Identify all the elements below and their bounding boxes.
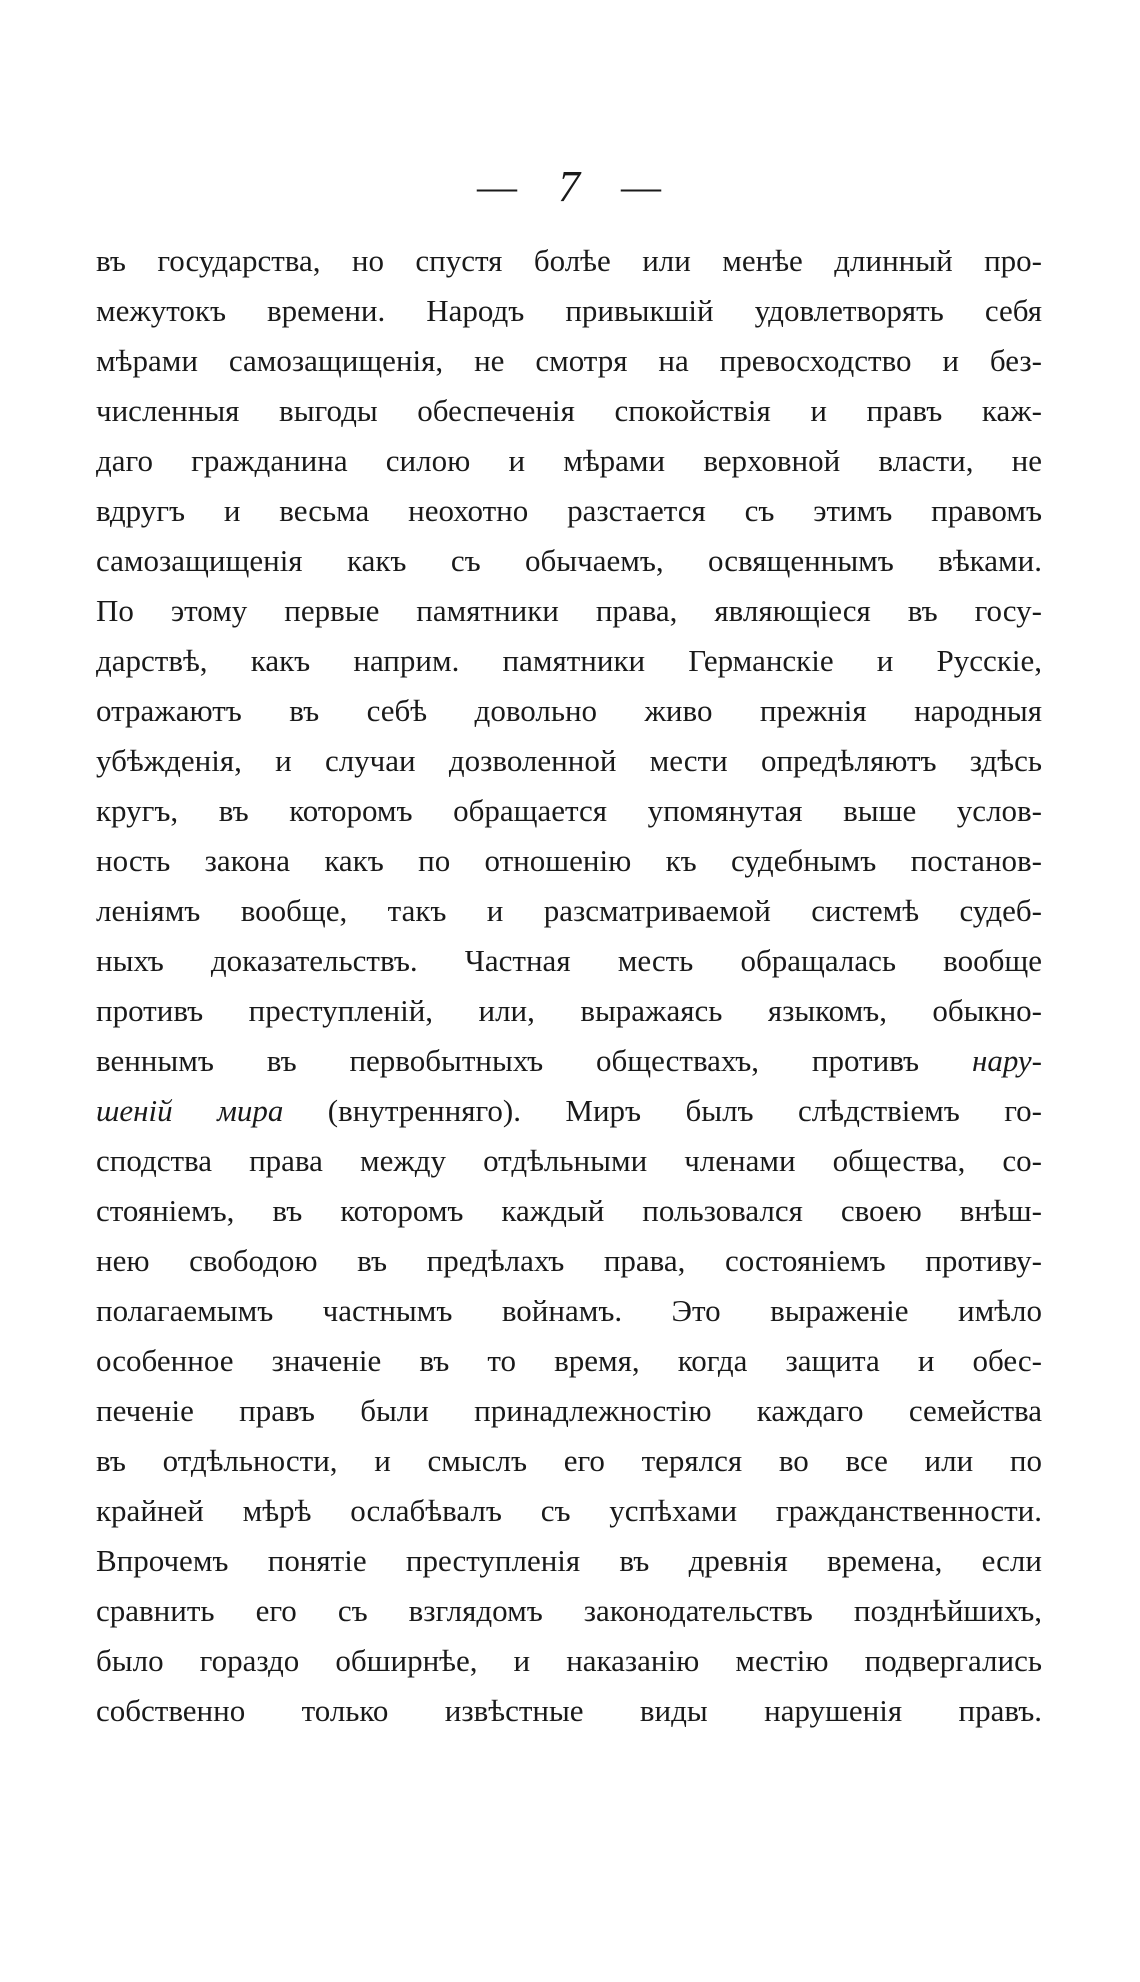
page-number-header: [0, 160, 1140, 214]
text-line: По этому первые памятники права, являющіеся въ госу-: [96, 593, 1042, 628]
text-line: крайней мѣрѣ ослабѣвалъ съ успѣхами гражданственности.: [96, 1493, 1042, 1528]
text-line: межутокъ времени. Народъ привыкшій удовлетворять себя: [96, 293, 1042, 328]
text-line: веннымъ въ первобытныхъ обществахъ, противъ нару-: [96, 1043, 1042, 1078]
text-line: собственно только извѣстные виды нарушенія правъ.: [96, 1693, 1042, 1728]
text-line: нею свободою въ предѣлахъ права, состояніемъ противу-: [96, 1243, 1042, 1278]
text-line: особенное значеніе въ то время, когда защита и обес-: [96, 1343, 1042, 1378]
text-line: мѣрами самозащищенія, не смотря на превосходство и без-: [96, 343, 1042, 378]
text-line: отражаютъ въ себѣ довольно живо прежнія народныя: [96, 693, 1042, 728]
body-text: [96, 236, 1042, 1736]
text-line: сравнить его съ взглядомъ законодательствъ позднѣйшихъ,: [96, 1593, 1042, 1628]
text-line: Впрочемъ понятіе преступленія въ древнія времена, если: [96, 1543, 1042, 1578]
text-line: даго гражданина силою и мѣрами верховной власти, не: [96, 443, 1042, 478]
page-number-dash-right: —: [621, 164, 663, 209]
text-line: самозащищенія какъ съ обычаемъ, освященнымъ вѣками.: [96, 543, 1042, 578]
text-line: полагаемымъ частнымъ войнамъ. Это выраженіе имѣло: [96, 1293, 1042, 1328]
text-line: стояніемъ, въ которомъ каждый пользовался своею внѣш-: [96, 1193, 1042, 1228]
text-line: въ отдѣльности, и смыслъ его терялся во все или по: [96, 1443, 1042, 1478]
text-line: сподства права между отдѣльными членами общества, со-: [96, 1143, 1042, 1178]
page-number: 7: [558, 162, 582, 211]
text-line: было гораздо обширнѣе, и наказанію местію подвергались: [96, 1643, 1042, 1678]
text-line: ныхъ доказательствъ. Частная месть обращалась вообще: [96, 943, 1042, 978]
page-number-dash-left: —: [477, 164, 519, 209]
text-line: печеніе правъ были принадлежностію каждаго семейства: [96, 1393, 1042, 1428]
italic-phrase: шеній мира: [96, 1093, 284, 1128]
text-line: вдругъ и весьма неохотно разстается съ этимъ правомъ: [96, 493, 1042, 528]
italic-phrase: нару-: [971, 1043, 1042, 1078]
text-line: противъ преступленій, или, выражаясь языкомъ, обыкно-: [96, 993, 1042, 1028]
text-line: леніямъ вообще, такъ и разсматриваемой системѣ судеб-: [96, 893, 1042, 928]
text-line: численныя выгоды обеспеченія спокойствія и правъ каж-: [96, 393, 1042, 428]
text-line: шеній мира (внутренняго). Миръ былъ слѣдствіемъ го-: [96, 1093, 1042, 1128]
text-line: дарствѣ, какъ наприм. памятники Германскіе и Русскіе,: [96, 643, 1042, 678]
text-line: убѣжденія, и случаи дозволенной мести опредѣляютъ здѣсь: [96, 743, 1042, 778]
text-line: кругъ, въ которомъ обращается упомянутая выше услов-: [96, 793, 1042, 828]
text-line: въ государства, но спустя болѣе или менѣе длинный про-: [96, 243, 1042, 278]
text-line: ность закона какъ по отношенію къ судебнымъ постанов-: [96, 843, 1042, 878]
